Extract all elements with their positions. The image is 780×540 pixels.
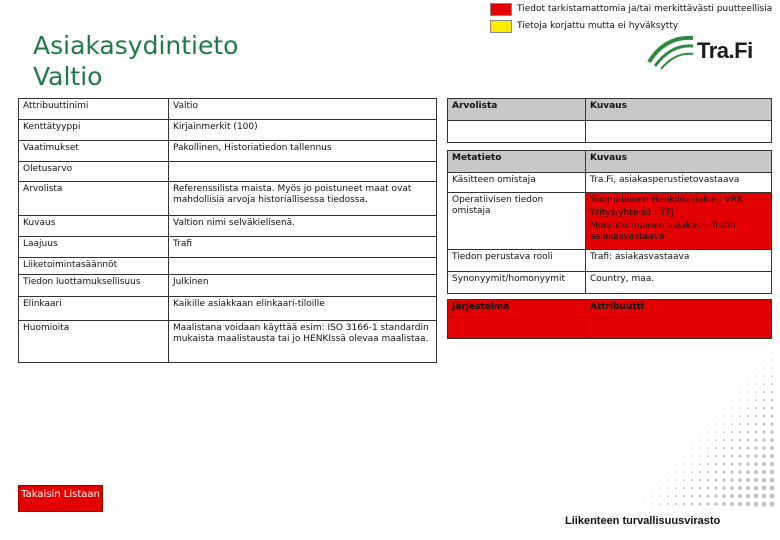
value-table-value-cell bbox=[448, 121, 586, 143]
table-row bbox=[19, 275, 437, 297]
default-value-label: Oletusarvo bbox=[19, 162, 169, 182]
legend-corrected-text: Tietoja korjattu mutta ei hyväksytty bbox=[517, 21, 679, 31]
owner-line-company: Yritys/yhteisö : YTJ bbox=[590, 208, 674, 218]
attribute-name-value: Valtio bbox=[169, 99, 437, 120]
page-title-line2: Valtio bbox=[33, 62, 103, 91]
legend-red-swatch bbox=[490, 3, 512, 16]
spacer-row bbox=[448, 143, 772, 151]
table-row bbox=[19, 216, 437, 237]
metadata-col2-header: Kuvaus bbox=[586, 151, 772, 173]
scope-label: Laajuus bbox=[19, 237, 169, 258]
page-title bbox=[33, 30, 238, 92]
operational-owner-label: Operatiivisen tiedon omistaja bbox=[448, 193, 586, 250]
decorative-dot-pattern bbox=[600, 300, 780, 510]
business-rules-label: Liiketoimintasäännöt bbox=[19, 258, 169, 275]
confidentiality-value: Julkinen bbox=[169, 275, 437, 297]
value-list-value: Referenssilista maista. Myös jo poistuneet maat ovat mahdollisia arvoja historiallisessa tiedossa. bbox=[169, 182, 437, 216]
system-col2-header: Attribuutti bbox=[586, 300, 772, 318]
notes-label: Huomioita bbox=[19, 321, 169, 363]
value-table-header bbox=[448, 99, 772, 121]
table-row bbox=[19, 99, 437, 120]
back-to-list-button[interactable]: Takaisin Listaan bbox=[18, 485, 103, 512]
field-type-label: Kenttätyyppi bbox=[19, 120, 169, 141]
metadata-col1-header: Metatieto bbox=[448, 151, 586, 173]
synonyms-value: Country, maa. bbox=[586, 272, 772, 294]
description-label: Kuvaus bbox=[19, 216, 169, 237]
description-value: Valtion nimi selväkielisenä. bbox=[169, 216, 437, 237]
confidentiality-label: Tiedon luottamuksellisuus bbox=[19, 275, 169, 297]
legend-unverified-text: Tiedot tarkistamattomia ja/tai merkittävästi puutteellisia bbox=[517, 4, 773, 14]
owner-line-other: Muu/ulkomainen asiakas – Trafin asiakasvastaava bbox=[590, 221, 736, 242]
legend-yellow-swatch bbox=[490, 20, 512, 33]
footer-agency-name: Liikenteen turvallisuusvirasto bbox=[565, 515, 721, 527]
value-table-description-cell bbox=[586, 121, 772, 143]
owner-line-person: Suomalainen Henkilöasiakas: VRK bbox=[590, 195, 743, 205]
business-rules-value bbox=[169, 258, 437, 275]
lifecycle-label: Elinkaari bbox=[19, 297, 169, 321]
trafi-logo-text: Tra.Fi bbox=[697, 38, 753, 63]
scope-value: Trafi bbox=[169, 237, 437, 258]
table-row bbox=[19, 237, 437, 258]
concept-owner-value: Tra.Fi, asiakasperustietovastaava bbox=[586, 173, 772, 193]
table-row bbox=[19, 162, 437, 182]
page-title-line1: Asiakasydintieto bbox=[33, 31, 239, 60]
synonyms-label: Synonyymit/homonyymit bbox=[448, 272, 586, 294]
notes-value: Maalistana voidaan käyttää esim: ISO 3166-1 standardin mukaista maalistausta tai jo HENKIssä olevaa maalistaa. bbox=[169, 321, 437, 363]
default-value-value bbox=[169, 162, 437, 182]
concept-owner-label: Käsitteen omistaja bbox=[448, 173, 586, 193]
system-name-cell bbox=[448, 318, 586, 339]
table-row bbox=[19, 182, 437, 216]
lifecycle-value: Kaikille asiakkaan elinkaari-tiloille bbox=[169, 297, 437, 321]
table-row bbox=[448, 173, 772, 193]
value-table-col2-header: Kuvaus bbox=[586, 99, 772, 121]
section-spacer bbox=[448, 143, 772, 151]
table-row bbox=[19, 321, 437, 363]
table-row bbox=[19, 120, 437, 141]
table-row bbox=[19, 297, 437, 321]
value-table-col1-header: Arvolista bbox=[448, 99, 586, 121]
value-list-label: Arvolista bbox=[19, 182, 169, 216]
metadata-header bbox=[448, 151, 772, 173]
field-type-value: Kirjainmerkit (100) bbox=[169, 120, 437, 141]
table-row bbox=[448, 250, 772, 272]
operational-owner-value bbox=[586, 193, 772, 250]
table-row bbox=[448, 193, 772, 250]
table-row bbox=[19, 258, 437, 275]
founding-role-value: Trafi: asiakasvastaava bbox=[586, 250, 772, 272]
table-row bbox=[19, 141, 437, 162]
table-row bbox=[448, 272, 772, 294]
attribute-name-label: Attribuuttinimi bbox=[19, 99, 169, 120]
requirements-label: Vaatimukset bbox=[19, 141, 169, 162]
founding-role-label: Tiedon perustava rooli bbox=[448, 250, 586, 272]
attribute-table bbox=[18, 98, 437, 363]
table-row bbox=[448, 121, 772, 143]
requirements-value: Pakollinen, Historiatiedon tallennus bbox=[169, 141, 437, 162]
system-col1-header: Järjestelmä bbox=[448, 300, 586, 318]
